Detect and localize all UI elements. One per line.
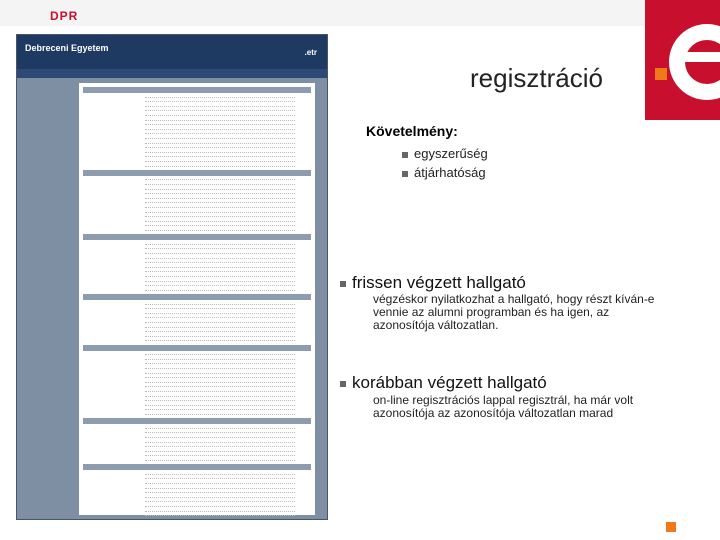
requirement-item: egyszerűség: [402, 146, 488, 161]
bullet-square-icon: [402, 152, 408, 158]
e-logo-icon: [645, 0, 720, 120]
registration-form: [79, 83, 315, 515]
bullet-square-icon: [340, 381, 346, 387]
registration-form-screenshot: [16, 34, 328, 520]
bullet-description: végzéskor nyilatkozhat a hallgató, hogy részt kíván-e vennie az alumni programban és ha igen, az azonosítója változatlan.: [373, 292, 655, 332]
top-bar: [0, 0, 645, 26]
bullet-description: on-line regisztrációs lappal regisztrál, ha már volt azonosítója az azonosítója változatlan marad: [373, 393, 634, 420]
requirement-item: átjárhatóság: [402, 165, 486, 180]
orange-square-top: [655, 68, 667, 80]
orange-square-bottom: [666, 522, 676, 532]
screenshot-header: [17, 35, 327, 69]
form-field-line: [145, 515, 295, 516]
slide-title: regisztráció: [470, 63, 603, 93]
requirement-heading: Követelmény:: [366, 123, 458, 139]
bullet-square-icon: [340, 281, 346, 287]
bullet-title: frissen végzett hallgató: [340, 273, 526, 293]
bullet-title: korábban végzett hallgató: [340, 373, 547, 393]
screenshot-breadcrumb: [17, 69, 328, 78]
form-row: [83, 510, 311, 516]
brand-label: DPR: [50, 9, 79, 23]
etr-logo: .etr: [304, 48, 317, 57]
bullet-square-icon: [402, 171, 408, 177]
university-name: Debreceni Egyetem: [25, 43, 109, 53]
